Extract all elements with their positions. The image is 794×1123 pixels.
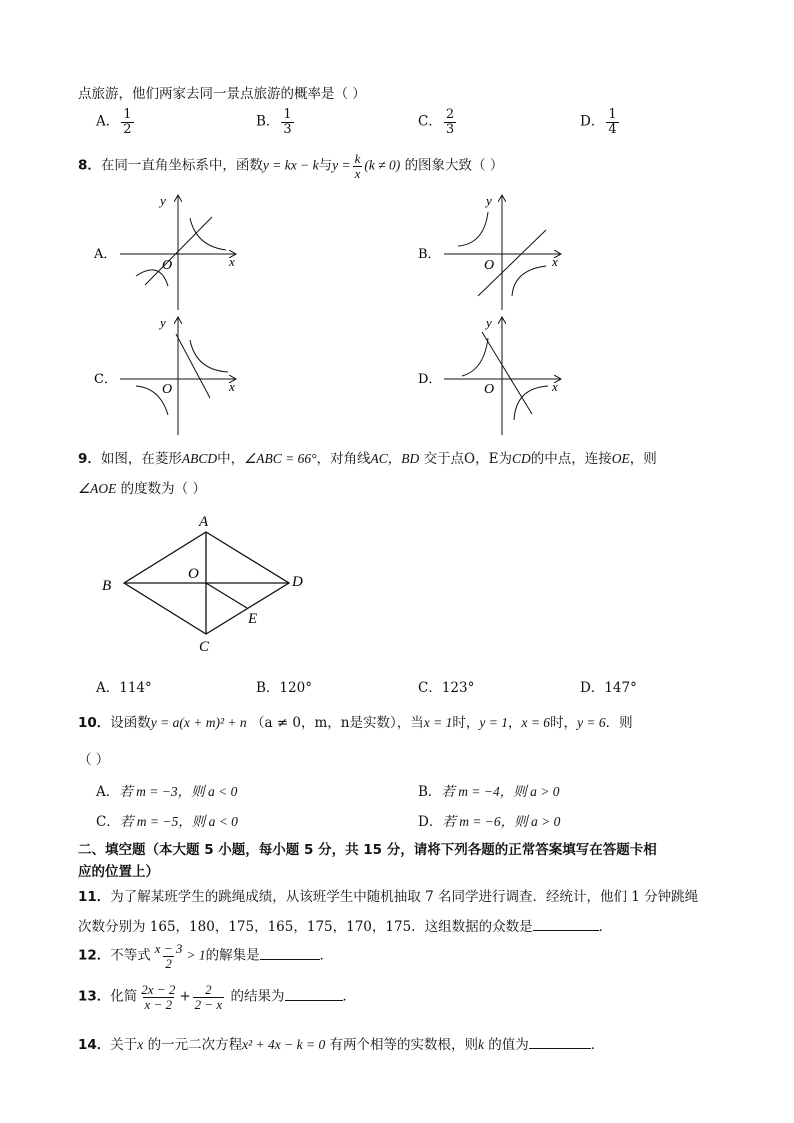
svg-text:O: O	[484, 258, 495, 273]
q8-graph-b	[418, 193, 560, 310]
q7-option-a[interactable]: A． $\frac{1}{2}$	[96, 107, 132, 137]
q11-line2: 次数分别为 165，180，175，165，175，170，175．这组数据的众数是 ．	[78, 915, 612, 935]
svg-text:y: y	[160, 193, 166, 208]
q9-stem-line1: 9．如图，在菱形ABCD中，∠ABC = 66°，对角线AC，BD 交于点O，E为CD的中点，连接OE，则	[78, 451, 657, 467]
q9-option-a[interactable]: A．114°	[96, 680, 152, 696]
svg-text:C: C	[199, 639, 210, 655]
svg-text:D．: D．	[418, 372, 442, 387]
svg-text:C．: C．	[94, 372, 117, 387]
svg-text:x: x	[552, 379, 558, 394]
q10-paren: （ ）	[78, 752, 110, 768]
q11-line1: 11．为了解某班学生的跳绳成绩，从该班学生中随机抽取 7 名同学进行调查．经统计，他们 1 分钟跳绳	[78, 889, 699, 905]
q9-option-d[interactable]: D．147°	[580, 680, 637, 696]
svg-text:x: x	[229, 254, 235, 269]
q8-stem: 8．在同一直角坐标系中，函数y = kx − k与y = $\frac{k}{x}$ (k ≠ 0) 的图象大致（ ）	[78, 151, 504, 181]
section2-heading-line2: 应的位置上）	[78, 864, 159, 880]
svg-text:O: O	[162, 258, 173, 273]
svg-text:A: A	[199, 514, 209, 530]
q10-stem: 10．设函数y = a(x + m)² + n （a ≠ 0，m，n是实数），当x = 1时，y = 1，x = 6时，y = 6．则	[78, 715, 633, 731]
q8-graph-d	[418, 315, 560, 435]
svg-text:y: y	[486, 315, 492, 330]
svg-text:A．: A．	[94, 247, 117, 262]
q8-graph-a	[93, 193, 235, 310]
q14-stem: 14．关于x 的一元二次方程x² + 4x − k = 0 有两个相等的实数根，则k 的值为 ．	[78, 1033, 604, 1053]
q10-option-a[interactable]: A．若 m = −3，则 a < 0	[96, 784, 238, 800]
q12-stem: 12．不等式 $\frac{x - 3}{2}$ > 1的解集是 ．	[78, 941, 334, 971]
svg-text:y: y	[160, 315, 166, 330]
section2-heading-line1: 二、填空题（本大题 5 小题，每小题 5 分，共 15 分，请将下列各题的正常答案填写在答题卡相	[78, 842, 657, 858]
q10-option-c[interactable]: C．若 m = −5，则 a < 0	[96, 814, 238, 830]
svg-text:O: O	[484, 382, 495, 397]
q9-rhombus-figure	[96, 510, 326, 660]
q13-stem: 13．化简 $\frac{2x - 2}{x - 2}$ + $\frac{2}{2 - x}$ 的结果为 ．	[78, 982, 356, 1012]
q9-option-b[interactable]: B．120°	[256, 680, 312, 696]
q7-stem: 点旅游，他们两家去同一景点旅游的概率是（ ）	[78, 86, 366, 102]
q7-option-d[interactable]: D． $\frac{1}{4}$	[580, 107, 617, 137]
q11-answer-blank[interactable]	[533, 917, 599, 932]
q8-graphs	[90, 190, 730, 440]
q9-option-c[interactable]: C．123°	[418, 680, 475, 696]
q9-stem-line2: ∠AOE 的度数为（ ）	[78, 481, 206, 497]
svg-text:D: D	[292, 574, 303, 590]
q12-answer-blank[interactable]	[260, 945, 320, 960]
q7-option-b[interactable]: B． $\frac{1}{3}$	[256, 107, 292, 137]
q8-graph-c	[94, 315, 235, 435]
q10-option-d[interactable]: D．若 m = −6，则 a > 0	[418, 814, 561, 830]
svg-text:y: y	[486, 193, 492, 208]
svg-text:O: O	[188, 566, 199, 582]
svg-text:E: E	[248, 611, 258, 627]
q14-answer-blank[interactable]	[529, 1035, 591, 1050]
q10-option-b[interactable]: B．若 m = −4，则 a > 0	[418, 784, 560, 800]
q7-option-c[interactable]: C． $\frac{2}{3}$	[418, 107, 455, 137]
svg-text:B: B	[102, 578, 112, 594]
q13-answer-blank[interactable]	[285, 986, 343, 1001]
svg-text:x: x	[229, 379, 235, 394]
svg-text:B．: B．	[418, 247, 441, 262]
svg-text:O: O	[162, 382, 173, 397]
svg-text:x: x	[552, 254, 558, 269]
